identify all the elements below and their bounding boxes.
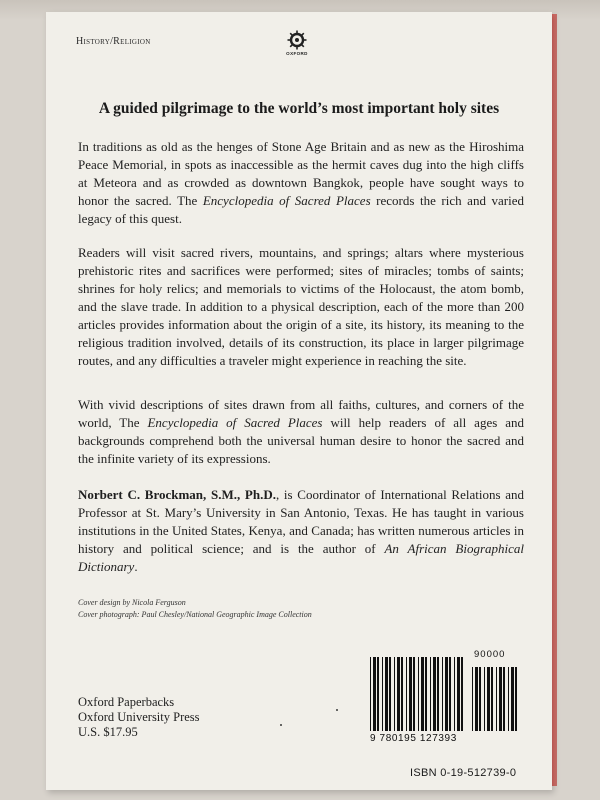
barcode-bar xyxy=(413,657,415,731)
barcode-bar xyxy=(430,657,431,731)
barcode-bar xyxy=(421,657,424,731)
barcode-bar xyxy=(418,657,419,731)
author-bio xyxy=(78,486,524,576)
paragraph-text: will help readers of all ages and backgrounds comprehend both the universal human desire to honor the sacred and the infinite variety of its expressions. xyxy=(78,415,525,466)
paragraph-text: With vivid descriptions of sites drawn from all faiths, cultures, and corners of the world, The xyxy=(78,397,524,430)
barcode-addon: 90000 xyxy=(474,649,506,660)
isbn-number: ISBN 0-19-512739-0 xyxy=(410,767,517,779)
book-back-cover xyxy=(46,12,552,790)
barcode-bar xyxy=(499,667,502,731)
oxford-logo xyxy=(284,30,310,56)
barcode-bar xyxy=(454,657,455,731)
barcode-bar xyxy=(394,657,395,731)
headline: A guided pilgrimage to the world’s most important holy sites xyxy=(98,100,500,117)
barcode-bar xyxy=(511,667,514,731)
barcode-bars xyxy=(368,653,528,733)
barcode-bar xyxy=(491,667,493,731)
barcode-bar xyxy=(472,667,473,731)
paragraph-text: In traditions as old as the henges of Stone Age Britain and as new as the Hiroshima Peace Memorial, in spots as inaccessible as the hermit caves dug into the high cliffs at Meteora and as crowded as downtown Bangkok, people have sought ways to honor the sacred. The xyxy=(78,139,524,208)
imprint-publisher: Oxford University Press xyxy=(78,710,200,724)
author-bio-end: . xyxy=(134,559,138,574)
credit-line: Cover photograph: Paul Chesley/National Geographic Image Collection xyxy=(78,610,312,619)
barcode-bar xyxy=(442,657,443,731)
paragraph-description: Readers will visit sacred rivers, mountains, and springs; altars where mysterious prehistoric rites and sacrifices were performed; sites of miracles; tombs of saints; shrines for holy relics; and memorials to victims of the Holocaust, the atom bomb, and the slave trade. In addition to a physical description, each of the more than 200 articles provides information about the origin of a site, its history, its meaning to the religious tradition involved, details of its construction, its place in larger pilgrimage routes, and any difficulties a traveler might experience in reaching the site. xyxy=(78,245,524,368)
barcode-bar xyxy=(406,657,407,731)
barcode-bar xyxy=(503,667,505,731)
barcode-bar xyxy=(449,657,451,731)
barcode-bar xyxy=(515,667,517,731)
imprint-block xyxy=(78,695,200,740)
author-name: Norbert C. Brockman, S.M., Ph.D. xyxy=(78,487,276,502)
print-speck xyxy=(336,709,338,711)
logo-text: OXFORD xyxy=(286,51,308,56)
category-label: History/Religion xyxy=(76,36,151,47)
barcode-bar xyxy=(425,657,427,731)
barcode-bar xyxy=(382,657,383,731)
print-speck xyxy=(280,724,282,726)
barcode-bar xyxy=(389,657,391,731)
barcode-bar xyxy=(437,657,439,731)
barcode-bar xyxy=(457,657,460,731)
author-book-title: An African Biographical Dictionary xyxy=(78,541,524,574)
book-title: Encyclopedia of Sacred Places xyxy=(147,415,323,430)
barcode-bar xyxy=(479,667,481,731)
imprint-series: Oxford Paperbacks xyxy=(78,695,175,709)
barcode-bar xyxy=(401,657,403,731)
barcode xyxy=(364,647,534,757)
paragraph-text: records the rich and varied legacy of this quest. xyxy=(78,193,524,226)
barcode-bar xyxy=(496,667,497,731)
credit-line: Cover design by Nicola Ferguson xyxy=(78,598,186,607)
barcode-digits: 9 780195 127393 xyxy=(370,733,457,744)
barcode-bar xyxy=(397,657,400,731)
barcode-bar xyxy=(484,667,485,731)
barcode-bar xyxy=(373,657,376,731)
paragraph-intro xyxy=(78,138,524,228)
paragraph-summary xyxy=(78,396,524,468)
barcode-bar xyxy=(487,667,490,731)
barcode-bar xyxy=(475,667,478,731)
barcode-bar xyxy=(445,657,448,731)
barcode-bar xyxy=(508,667,509,731)
barcode-bar xyxy=(409,657,412,731)
barcode-bar xyxy=(433,657,436,731)
barcode-bar xyxy=(370,657,371,731)
author-bio-text: , is Coordinator of International Relations and Professor at St. Mary’s University in San Antonio, Texas. He has taught in various institutions in the United States, Kenya, and Canada; has written numerous articles in history and political science; and is the author of xyxy=(78,487,524,556)
barcode-bar xyxy=(377,657,379,731)
barcode-bar xyxy=(461,657,463,731)
cover-credits xyxy=(78,597,312,621)
book-title: Encyclopedia of Sacred Places xyxy=(202,193,371,208)
price: U.S. $17.95 xyxy=(78,725,138,739)
oxford-crest-icon xyxy=(287,30,307,50)
barcode-bar xyxy=(385,657,388,731)
